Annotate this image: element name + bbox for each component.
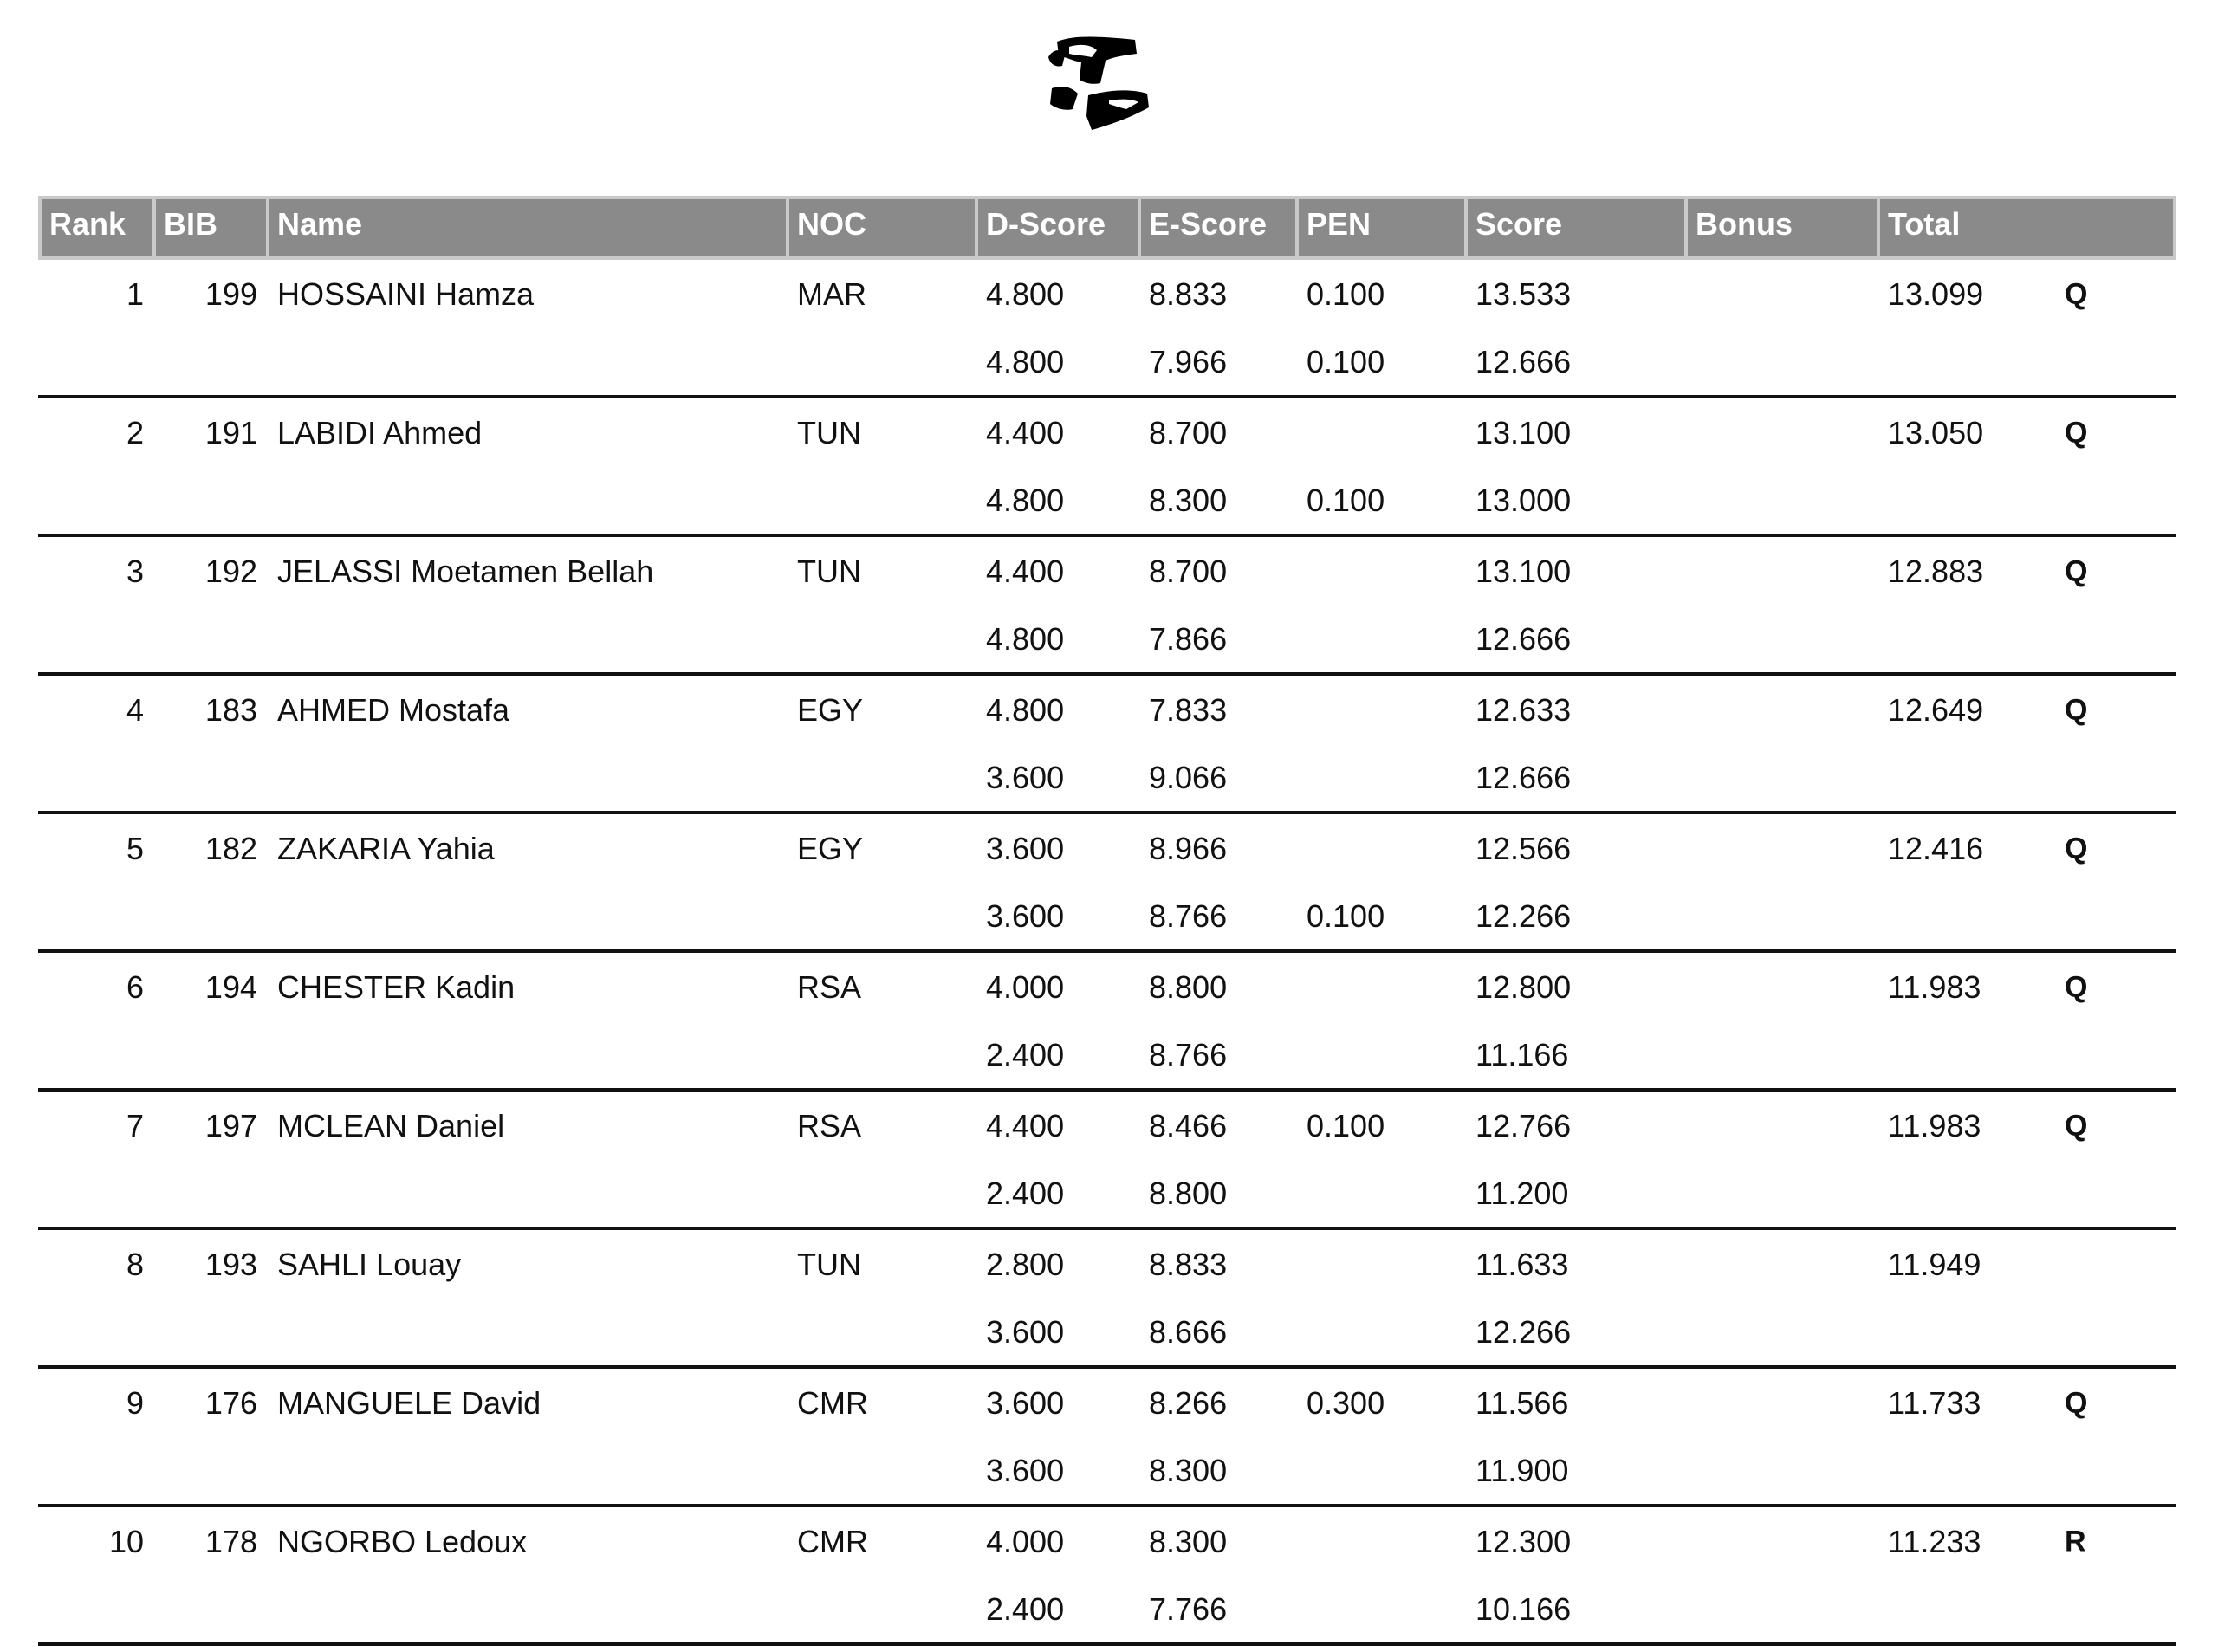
header-rank: Rank <box>38 196 156 260</box>
total-cell <box>1880 814 2176 884</box>
bonus-cell <box>1688 814 1880 884</box>
total-cell <box>1880 537 2176 606</box>
table-row <box>38 537 2176 606</box>
table-row-vault2 <box>38 606 2176 676</box>
d-score-cell: 4.800 <box>978 606 1141 676</box>
qualification-mark: Q <box>2065 1386 2088 1420</box>
e-score-cell: 8.833 <box>1149 1247 1228 1282</box>
qualification-mark: Q <box>2065 1109 2088 1143</box>
score-cell: 13.100 <box>1475 415 1572 450</box>
bib-cell: 194 <box>204 969 257 1005</box>
bib-cell: 191 <box>204 415 257 450</box>
table-row <box>38 1230 2176 1299</box>
bonus-cell <box>1688 1507 1880 1577</box>
e-score-cell: 8.266 <box>1149 1385 1228 1421</box>
score-cell: 12.633 <box>1475 692 1572 728</box>
pen-cell <box>1299 1022 1468 1092</box>
rank-cell: 8 <box>126 1247 144 1282</box>
e-score-cell: 8.666 <box>1141 1299 1299 1369</box>
qualification-mark: R <box>2065 1525 2086 1558</box>
d-score-cell: 4.000 <box>986 969 1065 1005</box>
total-value: 13.050 <box>1888 415 1984 450</box>
score-cell: 10.166 <box>1468 1577 1688 1646</box>
bib-cell: 183 <box>204 692 257 728</box>
total-cell <box>1880 398 2176 468</box>
table-row-vault2 <box>38 745 2176 814</box>
table-row-vault2 <box>38 1022 2176 1092</box>
e-score-cell: 7.766 <box>1141 1577 1299 1646</box>
score-cell: 11.633 <box>1475 1247 1569 1282</box>
e-score-cell: 7.966 <box>1141 329 1299 398</box>
qualification-mark: Q <box>2065 693 2088 727</box>
total-value: 11.233 <box>1888 1524 1981 1559</box>
score-cell: 12.666 <box>1468 329 1688 398</box>
pen-cell <box>1299 745 1468 814</box>
pen-cell <box>1299 1161 1468 1230</box>
pen-cell: 0.100 <box>1307 276 1385 312</box>
score-cell: 12.566 <box>1475 831 1572 866</box>
noc-cell: TUN <box>797 554 861 589</box>
e-score-cell: 8.300 <box>1141 468 1299 537</box>
e-score-cell: 8.466 <box>1149 1108 1228 1143</box>
e-score-cell: 8.300 <box>1141 1438 1299 1507</box>
header-d-score: D-Score <box>978 196 1141 260</box>
e-score-cell: 9.066 <box>1141 745 1299 814</box>
bonus-cell <box>1688 1369 1880 1438</box>
pen-cell <box>1299 398 1468 468</box>
bonus-cell <box>1688 1230 1880 1299</box>
athlete-name: SAHLI Louay <box>277 1247 462 1282</box>
d-score-cell: 4.400 <box>986 415 1065 450</box>
athlete-name: NGORBO Ledoux <box>277 1524 528 1559</box>
d-score-cell: 4.400 <box>986 1108 1065 1143</box>
score-cell: 12.766 <box>1475 1108 1572 1143</box>
pen-cell <box>1299 1438 1468 1507</box>
total-value: 13.099 <box>1888 276 1984 312</box>
noc-cell: MAR <box>797 276 866 312</box>
total-value: 11.949 <box>1888 1247 1981 1282</box>
table-row <box>38 1369 2176 1438</box>
total-value: 11.733 <box>1888 1385 1981 1421</box>
rank-cell: 5 <box>126 831 144 866</box>
score-cell: 12.800 <box>1475 969 1572 1005</box>
athlete-name: ZAKARIA Yahia <box>277 831 495 866</box>
score-cell: 12.666 <box>1468 745 1688 814</box>
d-score-cell: 2.400 <box>978 1022 1141 1092</box>
rank-cell: 1 <box>126 276 144 312</box>
score-cell: 12.666 <box>1468 606 1688 676</box>
athlete-name: AHMED Mostafa <box>277 692 510 728</box>
qualification-mark: Q <box>2065 277 2088 311</box>
bonus-cell <box>1688 676 1880 745</box>
pen-cell: 0.100 <box>1299 329 1468 398</box>
total-cell <box>1880 260 2176 329</box>
score-cell: 13.100 <box>1475 554 1572 589</box>
pen-cell <box>1299 814 1468 884</box>
athlete-name: MCLEAN Daniel <box>277 1108 505 1143</box>
header-name: Name <box>269 196 789 260</box>
noc-cell: EGY <box>797 692 864 728</box>
bib-cell: 192 <box>204 554 257 589</box>
rank-cell: 2 <box>126 415 144 450</box>
results-table <box>38 196 2176 1646</box>
header-noc: NOC <box>789 196 978 260</box>
score-cell: 11.900 <box>1468 1438 1688 1507</box>
table-row-vault2 <box>38 1299 2176 1369</box>
athlete-name: LABIDI Ahmed <box>277 415 483 450</box>
header-e-score: E-Score <box>1141 196 1299 260</box>
noc-cell: CMR <box>797 1524 868 1559</box>
rank-cell: 3 <box>126 554 144 589</box>
noc-cell: TUN <box>797 1247 861 1282</box>
total-value: 11.983 <box>1888 1108 1981 1143</box>
d-score-cell: 3.600 <box>978 745 1141 814</box>
pen-cell <box>1299 1230 1468 1299</box>
table-row-vault2 <box>38 1438 2176 1507</box>
d-score-cell: 3.600 <box>978 884 1141 953</box>
table-row <box>38 676 2176 745</box>
bib-cell: 197 <box>204 1108 257 1143</box>
bib-cell: 178 <box>204 1524 257 1559</box>
d-score-cell: 4.800 <box>986 692 1065 728</box>
d-score-cell: 2.400 <box>978 1577 1141 1646</box>
e-score-cell: 8.300 <box>1149 1524 1228 1559</box>
total-cell <box>1880 953 2176 1022</box>
total-cell <box>1880 1092 2176 1161</box>
d-score-cell: 4.400 <box>986 554 1065 589</box>
pen-cell: 0.300 <box>1307 1385 1385 1421</box>
table-row <box>38 260 2176 329</box>
total-value: 12.649 <box>1888 692 1984 728</box>
rank-cell: 7 <box>126 1108 144 1143</box>
e-score-cell: 8.766 <box>1141 884 1299 953</box>
gymnast-logo-icon <box>1040 31 1152 137</box>
table-row-vault2 <box>38 1577 2176 1646</box>
bonus-cell <box>1688 260 1880 329</box>
athlete-name: CHESTER Kadin <box>277 969 516 1005</box>
e-score-cell: 8.700 <box>1149 415 1228 450</box>
bonus-cell <box>1688 537 1880 606</box>
rank-cell: 10 <box>108 1524 144 1559</box>
athlete-name: MANGUELE David <box>277 1385 542 1421</box>
d-score-cell: 2.800 <box>986 1247 1065 1282</box>
table-row <box>38 1507 2176 1577</box>
rank-cell: 6 <box>126 969 144 1005</box>
bib-cell: 182 <box>204 831 257 866</box>
rank-cell: 4 <box>126 692 144 728</box>
header-bonus: Bonus <box>1688 196 1880 260</box>
e-score-cell: 7.866 <box>1141 606 1299 676</box>
d-score-cell: 3.600 <box>986 1385 1065 1421</box>
table-row <box>38 398 2176 468</box>
qualification-mark: Q <box>2065 554 2088 588</box>
header-bib: BIB <box>156 196 269 260</box>
pen-cell <box>1299 1577 1468 1646</box>
pen-cell: 0.100 <box>1299 468 1468 537</box>
d-score-cell: 4.800 <box>978 329 1141 398</box>
e-score-cell: 8.800 <box>1141 1161 1299 1230</box>
header-pen: PEN <box>1299 196 1468 260</box>
score-cell: 13.000 <box>1468 468 1688 537</box>
d-score-cell: 4.800 <box>986 276 1065 312</box>
total-cell <box>1880 1369 2176 1438</box>
e-score-cell: 8.700 <box>1149 554 1228 589</box>
score-cell: 11.166 <box>1468 1022 1688 1092</box>
header-total: Total <box>1880 196 2176 260</box>
table-row-vault2 <box>38 468 2176 537</box>
e-score-cell: 8.766 <box>1141 1022 1299 1092</box>
e-score-cell: 7.833 <box>1149 692 1228 728</box>
d-score-cell: 4.000 <box>986 1524 1065 1559</box>
e-score-cell: 8.800 <box>1149 969 1228 1005</box>
e-score-cell: 8.966 <box>1149 831 1228 866</box>
total-cell <box>1880 676 2176 745</box>
d-score-cell: 4.800 <box>978 468 1141 537</box>
bonus-cell <box>1688 398 1880 468</box>
pen-cell <box>1299 676 1468 745</box>
total-cell <box>1880 1507 2176 1577</box>
d-score-cell: 2.400 <box>978 1161 1141 1230</box>
total-cell <box>1880 1230 2176 1299</box>
table-row-vault2 <box>38 1161 2176 1230</box>
score-cell: 12.266 <box>1468 1299 1688 1369</box>
table-row <box>38 953 2176 1022</box>
bib-cell: 199 <box>204 276 257 312</box>
qualification-mark: Q <box>2065 416 2088 450</box>
noc-cell: EGY <box>797 831 864 866</box>
score-cell: 11.566 <box>1475 1385 1569 1421</box>
d-score-cell: 3.600 <box>986 831 1065 866</box>
qualification-mark: Q <box>2065 970 2088 1004</box>
table-header-row <box>38 196 2176 260</box>
score-cell: 13.533 <box>1475 276 1572 312</box>
total-value: 11.983 <box>1888 969 1981 1005</box>
pen-cell: 0.100 <box>1307 1108 1385 1143</box>
d-score-cell: 3.600 <box>978 1299 1141 1369</box>
score-cell: 11.200 <box>1468 1161 1688 1230</box>
rank-cell: 9 <box>126 1385 144 1421</box>
score-cell: 12.300 <box>1475 1524 1572 1559</box>
table-row-vault2 <box>38 329 2176 398</box>
bonus-cell <box>1688 1092 1880 1161</box>
bonus-cell <box>1688 953 1880 1022</box>
athlete-name: HOSSAINI Hamza <box>277 276 535 312</box>
bib-cell: 176 <box>204 1385 257 1421</box>
pen-cell <box>1299 1299 1468 1369</box>
bib-cell: 193 <box>204 1247 257 1282</box>
total-value: 12.416 <box>1888 831 1984 866</box>
table-row <box>38 1092 2176 1161</box>
noc-cell: RSA <box>797 1108 862 1143</box>
pen-cell <box>1299 1507 1468 1577</box>
header-score: Score <box>1468 196 1688 260</box>
athlete-name: JELASSI Moetamen Bellah <box>277 554 654 589</box>
pen-cell <box>1299 537 1468 606</box>
e-score-cell: 8.833 <box>1149 276 1228 312</box>
pen-cell <box>1299 953 1468 1022</box>
pen-cell: 0.100 <box>1299 884 1468 953</box>
qualification-mark: Q <box>2065 832 2088 865</box>
score-cell: 12.266 <box>1468 884 1688 953</box>
pen-cell <box>1299 606 1468 676</box>
table-row-vault2 <box>38 884 2176 953</box>
noc-cell: RSA <box>797 969 862 1005</box>
noc-cell: CMR <box>797 1385 868 1421</box>
total-value: 12.883 <box>1888 554 1984 589</box>
d-score-cell: 3.600 <box>978 1438 1141 1507</box>
noc-cell: TUN <box>797 415 861 450</box>
table-row <box>38 814 2176 884</box>
